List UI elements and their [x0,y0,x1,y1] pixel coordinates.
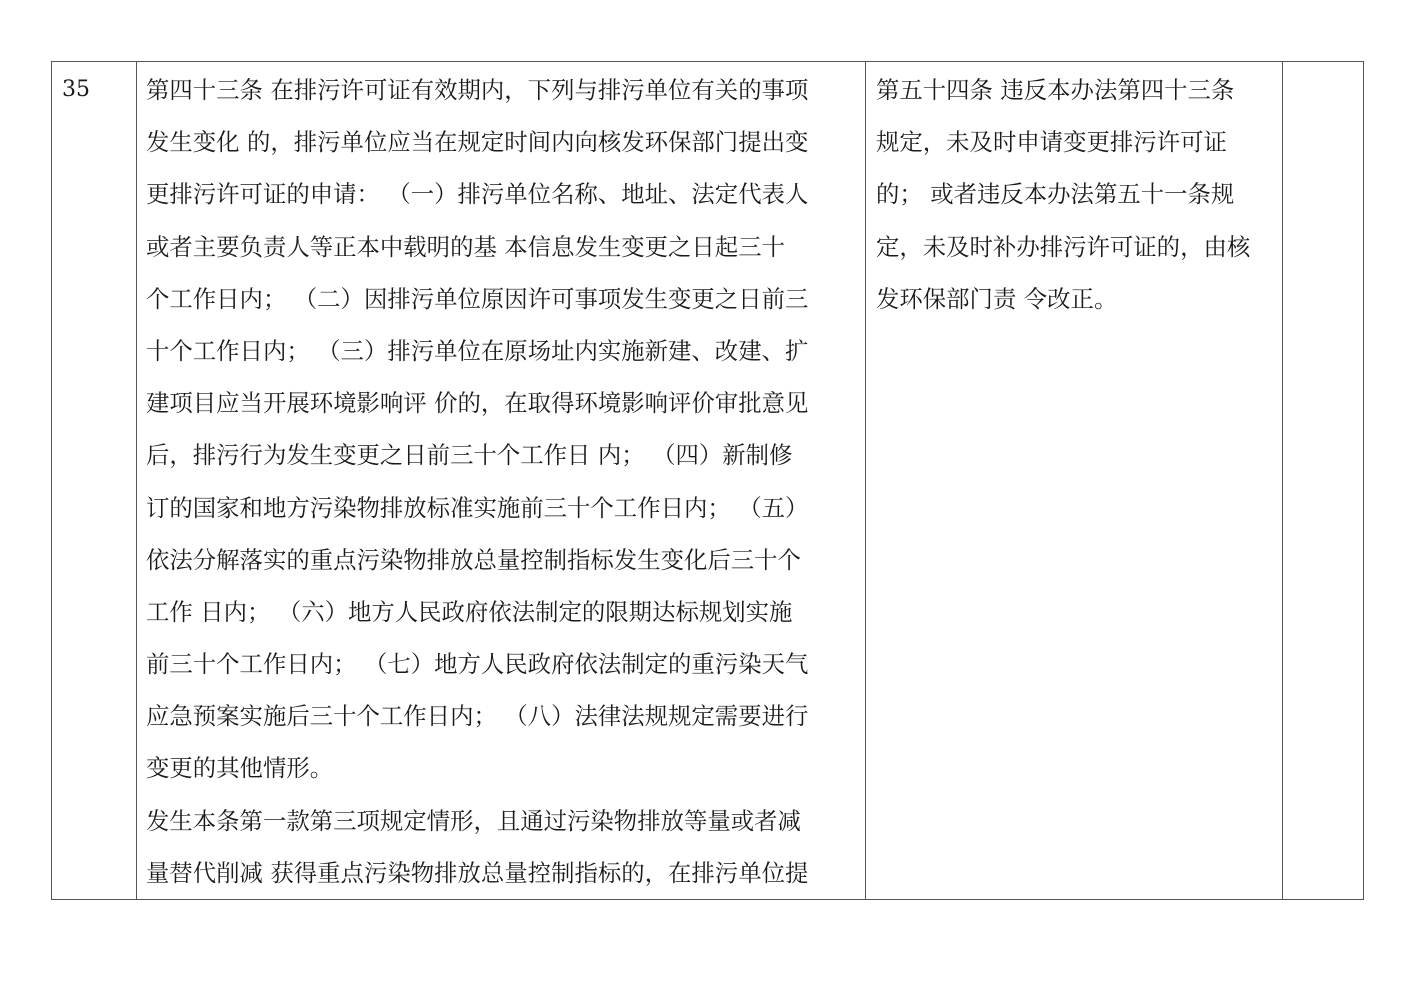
article-line: 后，排污行为发生变更之日前三十个工作日 内； （四）新制修 [146,441,793,470]
article-line: 第四十三条 在排污许可证有效期内，下列与排污单位有关的事项 [146,76,809,104]
penalty-line: 发环保部门责 令改正。 [876,284,1118,313]
article-line: 发生本条第一款第三项规定情形，且通过污染物排放等量或者减 [146,806,801,835]
article-line: 依法分解落实的重点污染物排放总量控制指标发生变化后三十个 [146,545,801,574]
row-number-cell [52,62,137,900]
article-line: 个工作日内； （二）因排污单位原因许可事项发生变更之日前三 [146,284,809,313]
article-line: 变更的其他情形。 [146,754,334,783]
article-line: 或者主要负责人等正本中载明的基 本信息发生变更之日起三十 [146,232,785,261]
article-line: 发生变化 的，排污单位应当在规定时间内向核发环保部门提出变 [146,128,809,157]
article-line: 更排污许可证的申请： （一）排污单位名称、地址、法定代表人 [146,180,809,209]
penalty-line: 规定，未及时申请变更排污许可证 [876,128,1227,157]
article-line: 工作 日内； （六）地方人民政府依法制定的限期达标规划实施 [146,597,793,626]
penalty-line: 的； 或者违反本办法第五十一条规 [876,180,1235,209]
penalty-line: 第五十四条 违反本办法第四十三条 [876,76,1235,104]
penalty-line: 定，未及时补办排污许可证的，由核 [876,232,1251,261]
article-line: 建项目应当开展环境影响评 价的，在取得环境影响评价审批意见 [146,389,809,418]
note-cell [1283,62,1364,900]
penalty-cell [866,62,1283,900]
article-line: 应急预案实施后三十个工作日内； （八）法律法规规定需要进行 [146,702,809,731]
article-line: 前三十个工作日内； （七）地方人民政府依法制定的重污染天气 [146,650,809,679]
article-cell [137,62,866,900]
regulation-table [51,61,1364,900]
article-line: 量替代削减 获得重点污染物排放总量控制指标的，在排污单位提 [146,858,809,887]
table-row [52,62,1364,900]
penalty-text [866,62,1282,325]
row-number: 35 [62,77,90,102]
article-line: 订的国家和地方污染物排放标准实施前三十个工作日内； （五） [146,493,809,522]
article-text [137,62,865,899]
article-line: 十个工作日内； （三）排污单位在原场址内实施新建、改建、扩 [146,336,809,365]
